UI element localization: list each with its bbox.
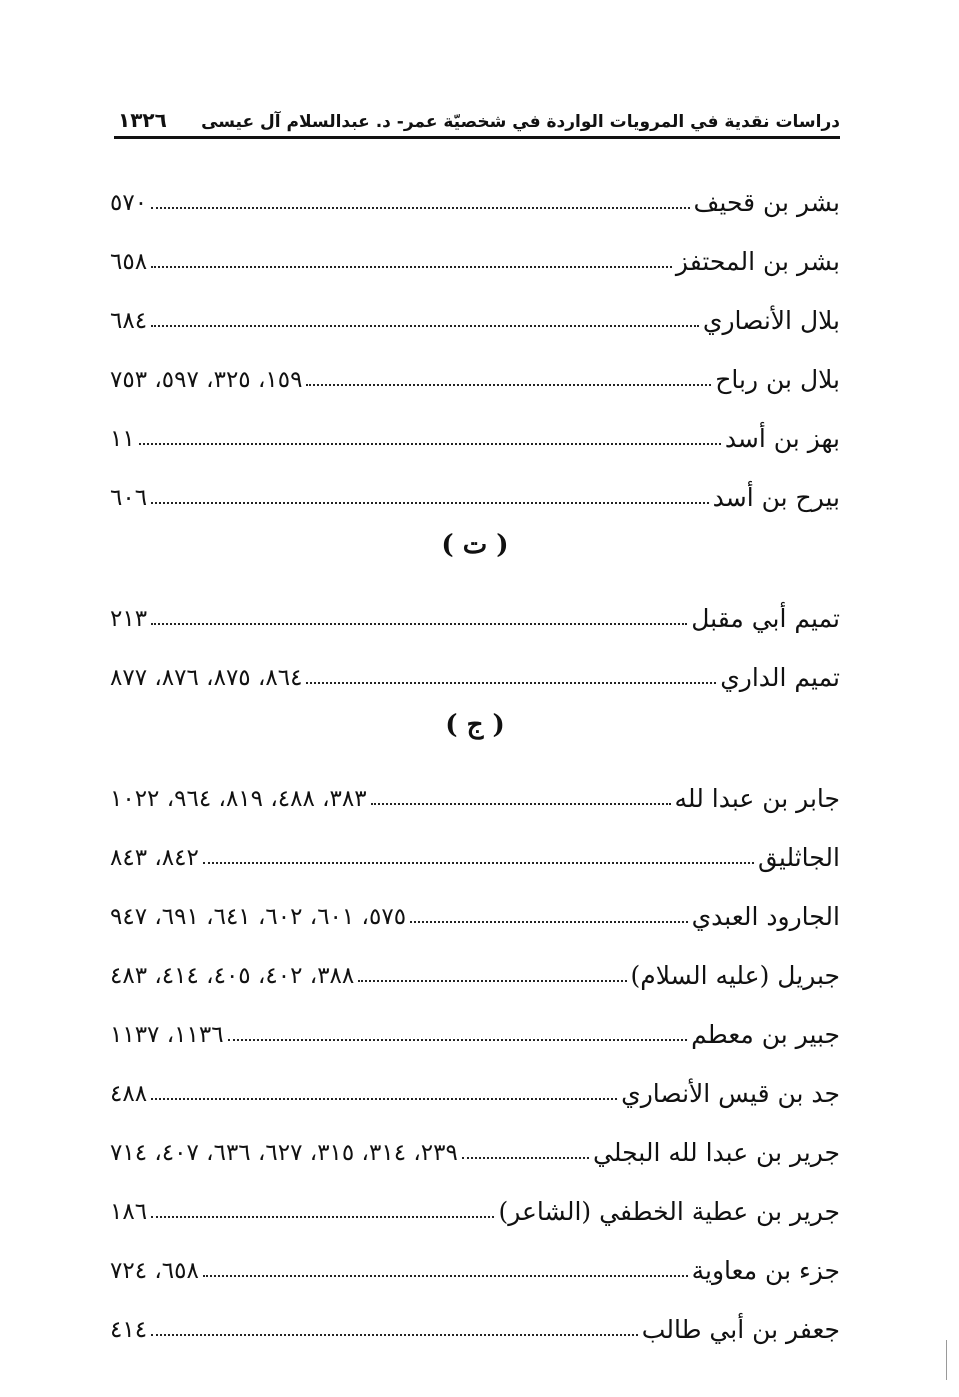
index-entry [110,1228,840,1287]
entry-pages: ٣٨٨، ٤٠٢، ٤٠٥، ٤١٤، ٤٨٣ [110,963,355,989]
entry-pages: ١١ [110,426,135,452]
header-rule [114,136,840,139]
section-heading-jim: ( ج ) [445,710,505,740]
entry-pages: ١١٣٦، ١١٣٧ [110,1022,224,1048]
dot-leader [151,266,672,268]
entry-name: بهز بن أسد [724,424,840,453]
entry-pages: ٥٧٥، ٦٠١، ٦٠٢، ٦٤١، ٦٩١، ٩٤٧ [110,904,407,930]
dot-leader [203,1275,688,1277]
dot-leader [306,384,711,386]
dot-leader [410,921,688,923]
dot-leader [462,1157,589,1159]
header-title: دراسات نقدية في المرويات الواردة في شخصيّة عمر- د. عبدالسلام آل عيسى [201,112,840,132]
index-entry [110,1110,840,1169]
index-entry [110,1051,840,1110]
index-entry [110,455,840,514]
dot-leader [151,502,709,504]
index-entry [110,160,840,219]
entry-pages: ٦٠٦ [110,485,148,511]
entry-pages: ٤١٤ [110,1317,148,1343]
entry-name: جابر بن عبدا لله [674,784,840,813]
dot-leader [139,443,721,445]
index-entry [110,396,840,455]
entry-pages: ٦٨٤ [110,308,148,334]
entry-name: تميم الداري [720,663,840,692]
page-number: ١٣٢٦ [118,108,167,132]
entry-pages: ٨٦٤، ٨٧٥، ٨٧٦، ٨٧٧ [110,665,303,691]
entry-name: تميم أبي مقبل [691,604,840,633]
index-entry [110,1287,840,1346]
entry-name: بيرح بن أسد [712,483,840,512]
dot-leader [151,325,699,327]
index-entry [110,337,840,396]
index-entry [110,992,840,1051]
index-entry [110,278,840,337]
scan-margin-line [946,1340,947,1380]
dot-leader [151,623,687,625]
dot-leader [151,207,689,209]
entry-pages: ١٨٦ [110,1199,148,1225]
index-entry [110,635,840,694]
entry-name: بلال الأنصاري [702,306,840,335]
entry-pages: ٤٨٨ [110,1081,148,1107]
index-entries [110,160,840,1346]
entry-name: جعفر بن أبي طالب [641,1315,840,1344]
dot-leader [151,1098,617,1100]
dot-leader [151,1334,638,1336]
entry-name: جرير بن عطية الخطفي (الشاعر) [498,1197,840,1226]
index-entry [110,1169,840,1228]
entry-name: بلال بن رباح [715,365,840,394]
entry-pages: ١٥٩، ٣٢٥، ٥٩٧، ٧٥٣ [110,367,303,393]
entry-name: جبريل (عليه السلام) [630,961,840,990]
entry-pages: ٣٨٣، ٤٨٨، ٨١٩، ٩٦٤، ١٠٢٢ [110,786,367,812]
entry-pages: ٥٧٠ [110,190,148,216]
entry-pages: ٨٤٢، ٨٤٣ [110,845,199,871]
index-entry [110,576,840,635]
entry-name: جبير بن معطم [691,1020,840,1049]
entry-name: الجارود العبدي [691,902,840,931]
index-entry [110,874,840,933]
entry-name: بشر بن قحيف [693,188,840,217]
index-entry [110,756,840,815]
dot-leader [358,980,626,982]
index-entry [110,219,840,278]
dot-leader [203,862,754,864]
entry-name: جزء بن معاوية [691,1256,840,1285]
dot-leader [151,1216,494,1218]
entry-pages: ٦٥٨ [110,249,148,275]
dot-leader [371,803,671,805]
entry-name: الجاثليق [758,843,840,872]
entry-pages: ٢١٣ [110,606,148,632]
index-entry [110,933,840,992]
entry-name: جرير بن عبدا لله البجلي [593,1138,840,1167]
running-header [118,92,840,132]
index-entry [110,815,840,874]
entry-pages: ٢٣٩، ٣١٤، ٣١٥، ٦٢٧، ٦٣٦، ٤٠٧، ٧١٤ [110,1140,458,1166]
section-heading-ta: ( ت ) [441,530,509,560]
dot-leader [228,1039,688,1041]
entry-name: بشر بن المحتفز [675,247,840,276]
dot-leader [306,682,716,684]
entry-name: جد بن قيس الأنصاري [621,1079,840,1108]
entry-pages: ٦٥٨، ٧٢٤ [110,1258,199,1284]
